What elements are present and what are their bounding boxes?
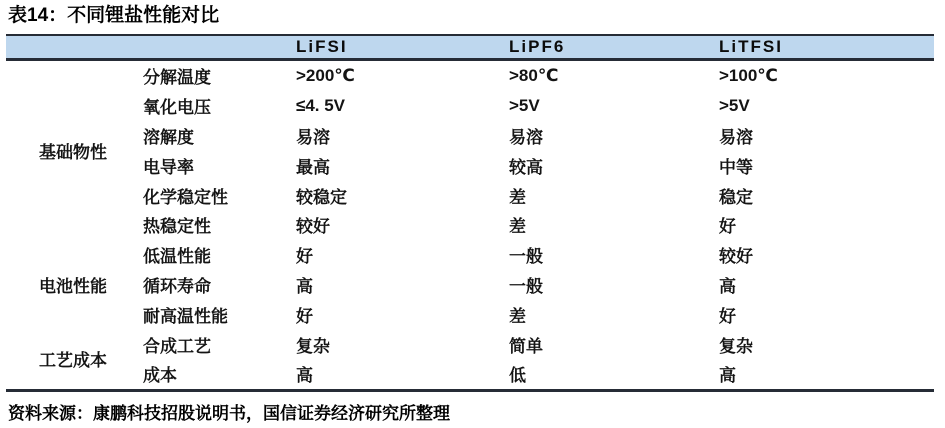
cell-lipf6: 一般 [509, 247, 543, 267]
cell-lipf6: 一般 [509, 276, 543, 296]
table-row [6, 299, 934, 329]
table-row [6, 91, 934, 121]
row-attr: 低温性能 [143, 247, 211, 267]
cell-lifsi: 高 [296, 366, 313, 386]
cell-lipf6: 差 [509, 217, 526, 237]
cell-litfsi: 高 [719, 366, 736, 386]
cell-litfsi: 复杂 [719, 336, 753, 356]
row-attr: 循环寿命 [143, 276, 211, 296]
header-lifsi: LiFSI [293, 35, 506, 60]
cell-lifsi: 好 [296, 247, 313, 267]
cell-lifsi: 易溶 [296, 127, 330, 147]
cell-litfsi: 中等 [719, 157, 753, 177]
cell-litfsi: >100℃ [719, 65, 778, 85]
table-row [6, 329, 934, 359]
table-row [6, 240, 934, 270]
cell-litfsi: 好 [719, 217, 736, 237]
header-lipf6: LiPF6 [506, 35, 716, 60]
cell-lifsi: 复杂 [296, 336, 330, 356]
cell-lipf6: >80℃ [509, 65, 559, 85]
group-label-basic-properties: 基础物性 [39, 142, 107, 162]
header-row [6, 35, 934, 60]
row-attr: 热稳定性 [143, 217, 211, 237]
row-attr: 分解温度 [143, 68, 211, 88]
table-row [6, 150, 934, 180]
cell-litfsi: 稳定 [719, 187, 753, 207]
row-attr: 电导率 [143, 157, 194, 177]
cell-lifsi: 较好 [296, 217, 330, 237]
cell-lipf6: 差 [509, 187, 526, 207]
table-row [6, 121, 934, 151]
cell-lifsi: >200℃ [296, 65, 355, 85]
row-attr: 耐高温性能 [143, 306, 228, 326]
cell-litfsi: 易溶 [719, 127, 753, 147]
cell-lipf6: 低 [509, 366, 526, 386]
group-label-battery-performance: 电池性能 [39, 276, 107, 296]
row-attr: 氧化电压 [143, 98, 211, 118]
table-row [6, 60, 934, 91]
row-attr: 合成工艺 [143, 336, 211, 356]
table-row [6, 210, 934, 240]
lithium-salt-comparison-table [6, 34, 934, 392]
cell-litfsi: 好 [719, 306, 736, 326]
table-row [6, 359, 934, 390]
cell-lifsi: 好 [296, 306, 313, 326]
cell-lifsi: 高 [296, 276, 313, 296]
cell-lifsi: ≤4. 5V [296, 95, 346, 115]
header-litfsi: LiTFSI [716, 35, 934, 60]
cell-lipf6: 简单 [509, 336, 543, 356]
row-attr: 化学稳定性 [143, 187, 228, 207]
cell-lipf6: 易溶 [509, 127, 543, 147]
row-attr: 溶解度 [143, 127, 194, 147]
cell-lipf6: 较高 [509, 157, 543, 177]
table-title: 表14：不同锂盐性能对比 [8, 5, 220, 26]
header-attr-col [140, 35, 293, 60]
cell-litfsi: >5V [719, 95, 750, 115]
table-row [6, 270, 934, 300]
data-source-note: 资料来源：康鹏科技招股说明书，国信证券经济研究所整理 [8, 404, 450, 423]
table-row [6, 180, 934, 210]
row-attr: 成本 [143, 366, 177, 386]
cell-lifsi: 最高 [296, 157, 330, 177]
cell-litfsi: 高 [719, 276, 736, 296]
cell-lipf6: 差 [509, 306, 526, 326]
cell-litfsi: 较好 [719, 247, 753, 267]
cell-lifsi: 较稳定 [296, 187, 347, 207]
group-label-process-cost: 工艺成本 [39, 351, 107, 371]
header-group-col [6, 35, 140, 60]
cell-lipf6: >5V [509, 95, 540, 115]
